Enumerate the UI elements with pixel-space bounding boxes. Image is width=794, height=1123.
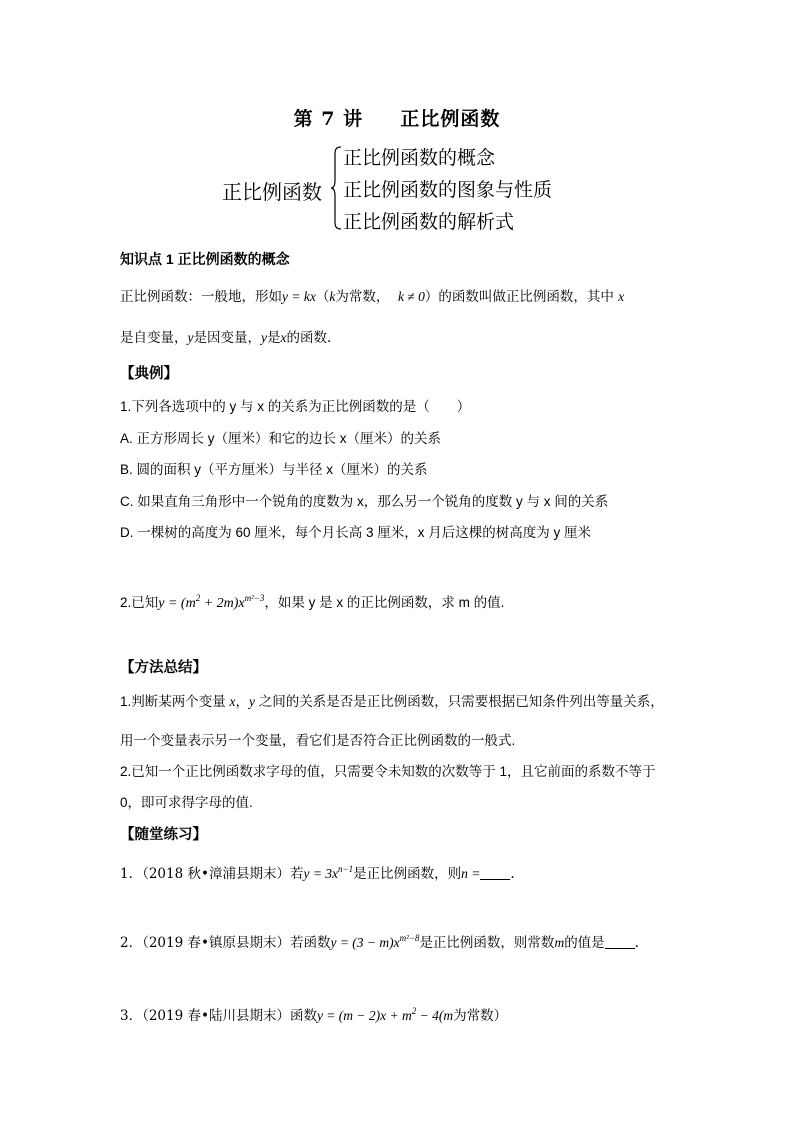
formula-practice-q3: $y = (m - 2)x + m^2 - 4(m$: [316, 1006, 454, 1023]
practice-q1: 1．（2018 秋•漳浦县期末）若$y = 3x^{n-1}$是正比例函数，则n = .: [120, 864, 515, 882]
formula-y-kx: y = kx: [282, 289, 316, 304]
formula-practice-q1: $y = 3x^{n-1}$: [303, 864, 354, 881]
example-option-c: C. 如果直角三角形中一个锐角的度数为 x，那么另一个锐角的度数 y 与 x 间的关系: [120, 494, 609, 509]
answer-blank-1[interactable]: [480, 867, 510, 880]
kp1-heading: 知识点 1 正比例函数的概念: [120, 251, 290, 267]
answer-blank-2[interactable]: [605, 936, 635, 949]
example-q2: 2.已知$y = (m^2 + 2m)x^{m^2-3}$，如果 y 是 x 的正比例函数，求 m 的值.: [120, 593, 505, 611]
example-option-d: D. 一棵树的高度为 60 厘米，每个月长高 3 厘米，x 月后这棵的树高度为 y 厘米: [120, 525, 592, 540]
practice-q2: 2．（2019 春•镇原县期末）若函数$y = (3 - m)x^{m^2-8}$是正比例函数，则常数m的值是 .: [120, 933, 639, 951]
lecture-number: 第 7 讲: [293, 108, 364, 130]
outline-main: 正比例函数: [222, 180, 322, 204]
outline-brace: [330, 146, 342, 230]
formula-practice-q2: $y = (3 - m)x^{m^2-8}$: [330, 933, 420, 950]
method-p1: 1.判断某两个变量 x，y 之间的关系是否是正比例函数，只需要根据已知条件列出等量关系，: [120, 694, 664, 709]
lecture-topic: 正比例函数: [400, 108, 501, 130]
method-p3: 2.已知一个正比例函数求字母的值，只需要令未知数的次数等于 1，且它前面的系数不等于: [120, 764, 656, 779]
method-p2: 用一个变量表示另一个变量，看它们是否符合正比例函数的一般式.: [120, 733, 516, 748]
practice-heading: 【随堂练习】: [120, 827, 207, 843]
formula-q2: $y = (m^2 + 2m)x^{m^2-3}$: [158, 593, 265, 611]
kp1-line2: 是自变量，y是因变量，y是x的函数.: [120, 330, 332, 346]
example-heading: 【典例】: [120, 366, 178, 382]
formula-k-nonzero: k ≠ 0: [397, 289, 425, 304]
method-heading: 【方法总结】: [120, 660, 207, 676]
kp1-line1: 正比例函数：一般地，形如y = kx（k为常数， k ≠ 0）的函数叫做正比例函数，其中 x: [120, 289, 625, 305]
example-option-b: B. 圆的面积 y（平方厘米）与半径 x（厘米）的关系: [120, 462, 428, 477]
outline-item-formula: 正比例函数的解析式: [343, 211, 515, 233]
page-title: [0, 104, 794, 131]
example-option-a: A. 正方形周长 y（厘米）和它的边长 x（厘米）的关系: [120, 431, 442, 446]
practice-q3: 3．（2019 春•陆川县期末）函数$y = (m - 2)x + m^2 - 4(m$为常数）: [120, 1006, 508, 1024]
example-q1: 1.下列各选项中的 y 与 x 的关系为正比例函数的是（ ）: [120, 399, 471, 414]
outline-item-graph: 正比例函数的图象与性质: [343, 179, 553, 201]
method-p4: 0，即可求得字母的值.: [120, 795, 253, 810]
outline-item-concept: 正比例函数的概念: [343, 147, 496, 169]
